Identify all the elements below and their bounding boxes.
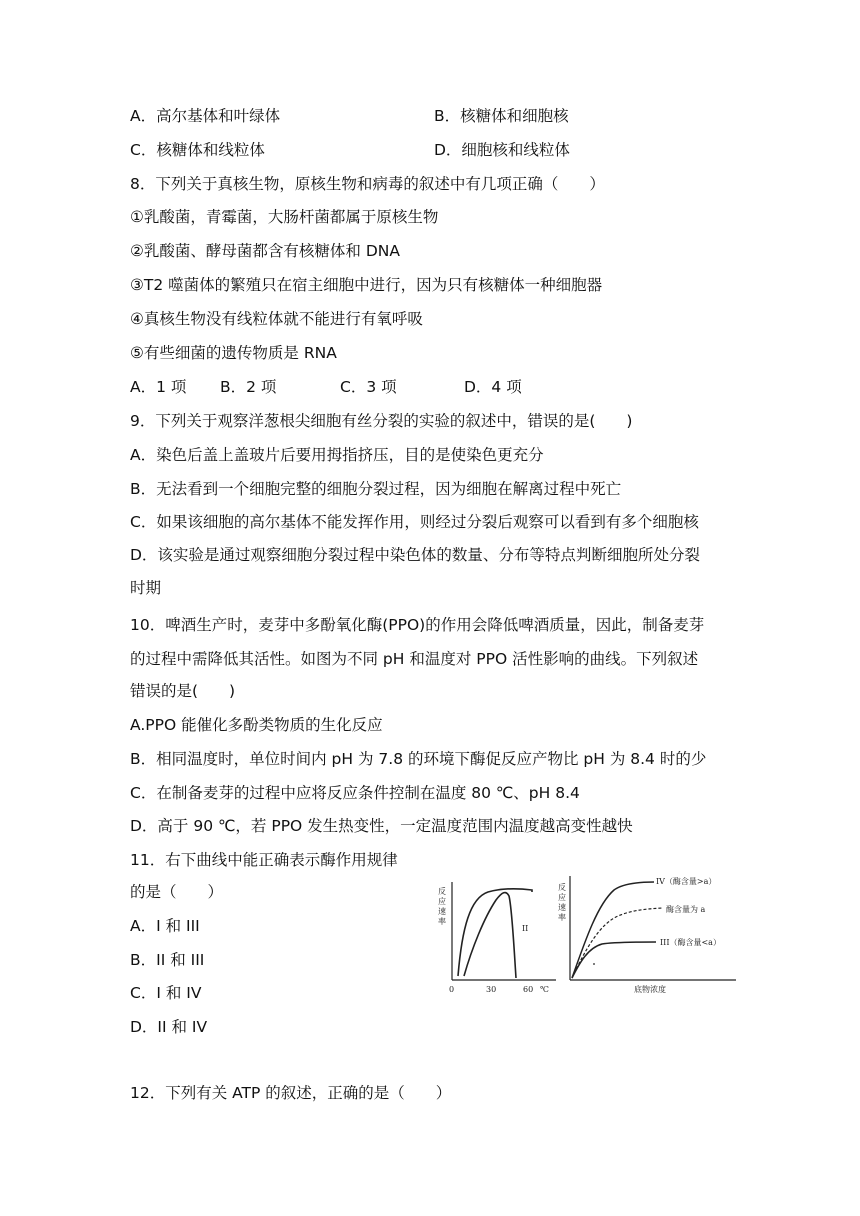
left-x-unit: ℃ <box>540 985 549 994</box>
curve-ii-label: II <box>522 924 529 933</box>
q11-stem-line1: 11．右下曲线中能正确表示酶作用规律 <box>130 851 398 869</box>
q11-figure <box>436 868 756 996</box>
right-xlabel: 底物浓度 <box>634 985 666 994</box>
left-ylabel-3: 速 <box>438 907 446 916</box>
q9-option-c: C．如果该细胞的高尔基体不能发挥作用，则经过分裂后观察可以看到有多个细胞核 <box>130 513 699 531</box>
q11-option-d: D．II 和 IV <box>130 1018 208 1036</box>
q11-stem-line2: 的是（ ） <box>130 883 224 901</box>
left-xtick-30: 30 <box>486 985 497 994</box>
left-ylabel-2: 应 <box>438 897 446 906</box>
dot-mark <box>593 963 595 965</box>
substrate-graph <box>558 876 736 994</box>
q8-option-d: D．4 项 <box>464 378 522 396</box>
left-xtick-60: 60 <box>523 985 534 994</box>
q8-item-5: ⑤有些细菌的遗传物质是 RNA <box>130 344 337 362</box>
left-ylabel-1: 反 <box>438 887 446 896</box>
q7-option-d: D．细胞核和线粒体 <box>434 141 570 159</box>
label-a: 酶含量为 a <box>666 905 706 914</box>
q10-stem-line2: 的过程中需降低其活性。如图为不同 pH 和温度对 PPO 活性影响的曲线。下列叙述 <box>130 650 699 668</box>
curve-iv <box>572 882 654 978</box>
right-ylabel-2: 应 <box>558 893 566 902</box>
q9-option-d-line1: D．该实验是通过观察细胞分裂过程中染色体的数量、分布等特点判断细胞所处分裂 <box>130 546 700 564</box>
q10-stem-line3: 错误的是( ) <box>130 682 236 700</box>
q8-stem: 8．下列关于真核生物，原核生物和病毒的叙述中有几项正确（ ） <box>130 175 605 193</box>
q11-option-c: C．I 和 IV <box>130 984 202 1002</box>
q9-option-a: A．染色后盖上盖玻片后要用拇指挤压，目的是使染色更充分 <box>130 446 544 464</box>
q9-option-d-line2: 时期 <box>130 579 162 597</box>
q11-option-b: B．II 和 III <box>130 951 205 969</box>
q7-option-c: C．核糖体和线粒体 <box>130 141 265 159</box>
label-iv: IV（酶含量>a） <box>656 877 717 886</box>
curve-ii <box>464 893 516 978</box>
q10-option-d: D．高于 90 ℃，若 PPO 发生热变性，一定温度范围内温度越高变性越快 <box>130 817 633 835</box>
q10-option-a: A.PPO 能催化多酚类物质的生化反应 <box>130 716 383 734</box>
temperature-graph <box>438 882 556 994</box>
q11-option-a: A．I 和 III <box>130 917 200 935</box>
q8-option-a: A．1 项 <box>130 378 187 396</box>
q8-option-b: B．2 项 <box>220 378 277 396</box>
label-iii: III（酶含量<a） <box>660 938 721 947</box>
right-ylabel-1: 反 <box>558 883 566 892</box>
q9-stem: 9．下列关于观察洋葱根尖细胞有丝分裂的实验的叙述中，错误的是( ) <box>130 412 633 430</box>
left-xtick-0: 0 <box>449 985 455 994</box>
q10-stem-line1: 10．啤酒生产时，麦芽中多酚氧化酶(PPO)的作用会降低啤酒质量，因此，制备麦芽 <box>130 616 705 634</box>
q12-stem: 12．下列有关 ATP 的叙述，正确的是（ ） <box>130 1084 452 1102</box>
right-ylabel-4: 率 <box>558 913 566 922</box>
q8-item-3: ③T2 噬菌体的繁殖只在宿主细胞中进行，因为只有核糖体一种细胞器 <box>130 276 603 294</box>
q8-option-c: C．3 项 <box>340 378 397 396</box>
q8-item-1: ①乳酸菌，青霉菌，大肠杆菌都属于原核生物 <box>130 208 439 226</box>
q7-option-a: A．高尔基体和叶绿体 <box>130 107 281 125</box>
right-ylabel-3: 速 <box>558 903 566 912</box>
curve-iii <box>572 942 656 978</box>
q10-option-c: C．在制备麦芽的过程中应将反应条件控制在温度 80 ℃、pH 8.4 <box>130 784 580 802</box>
q10-option-b: B．相同温度时，单位时间内 pH 为 7.8 的环境下酶促反应产物比 pH 为 8.4 时的少 <box>130 750 707 768</box>
q8-item-2: ②乳酸菌、酵母菌都含有核糖体和 DNA <box>130 242 400 260</box>
q8-item-4: ④真核生物没有线粒体就不能进行有氧呼吸 <box>130 310 423 328</box>
q7-option-b: B．核糖体和细胞核 <box>434 107 569 125</box>
left-ylabel-4: 率 <box>438 917 446 926</box>
q9-option-b: B．无法看到一个细胞完整的细胞分裂过程，因为细胞在解离过程中死亡 <box>130 480 622 498</box>
